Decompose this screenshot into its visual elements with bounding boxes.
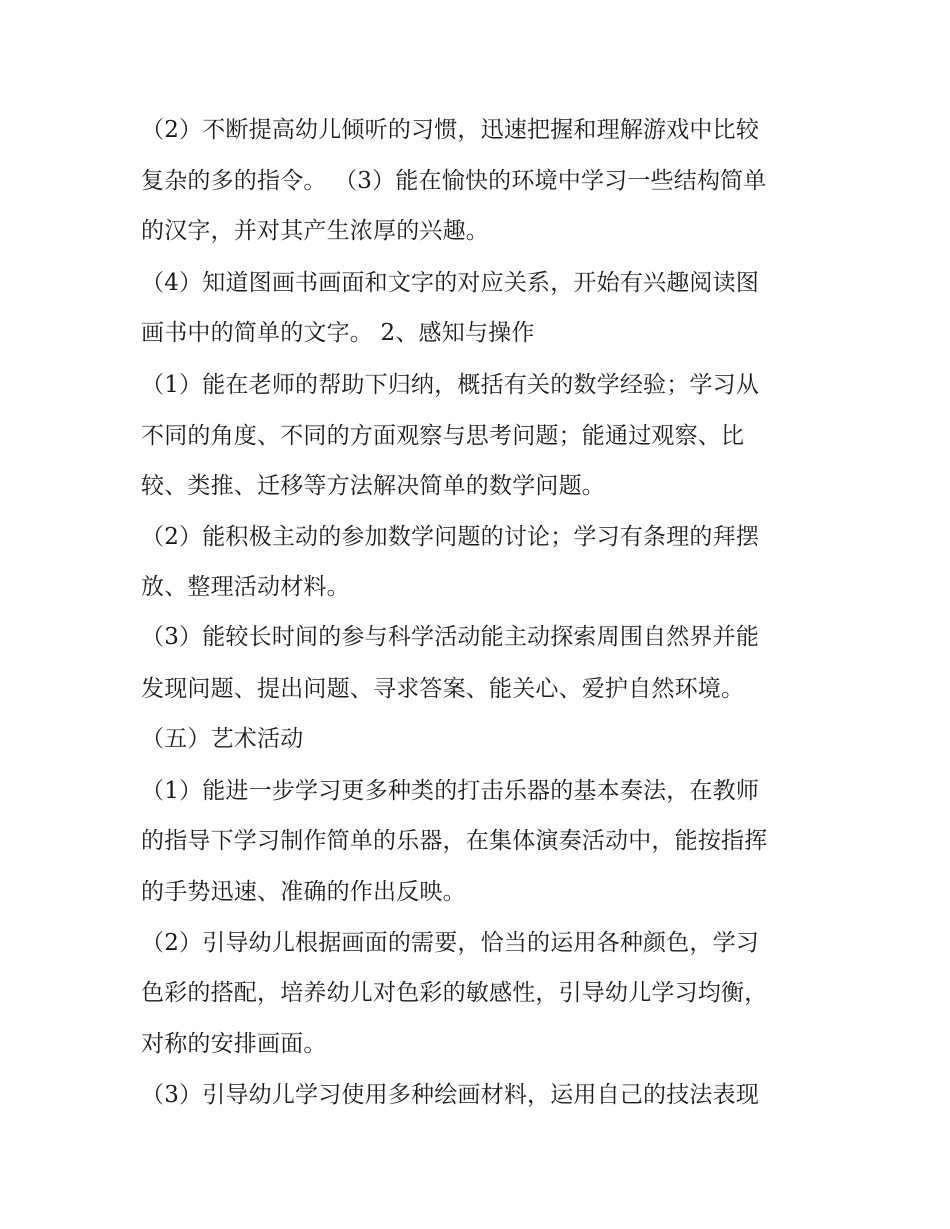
text-line-6: （1）能在老师的帮助下归纳，概括有关的数学经验；学习从 xyxy=(141,372,760,398)
text-line-18: 色彩的搭配，培养幼儿对色彩的敏感性，引导幼儿学习均衡， xyxy=(141,980,768,1006)
text-line-9: （2）能积极主动的参加数学问题的讨论；学习有条理的拜摆 xyxy=(141,524,760,550)
text-line-14: （1）能进一步学习更多种类的打击乐器的基本奏法，在教师 xyxy=(141,778,760,804)
text-line-16: 的手势迅速、准确的作出反映。 xyxy=(141,879,466,905)
text-line-1: （2）不断提高幼儿倾听的习惯，迅速把握和理解游戏中比较 xyxy=(141,117,760,143)
text-line-3: 的汉字，并对其产生浓厚的兴趣。 xyxy=(141,218,489,244)
text-line-19: 对称的安排画面。 xyxy=(141,1031,327,1057)
text-line-7: 不同的角度、不同的方面观察与思考问题；能通过观察、比 xyxy=(141,423,745,449)
text-line-10: 放、整理活动材料。 xyxy=(141,574,350,600)
text-line-12: 发现问题、提出问题、寻求答案、能关心、爱护自然环境。 xyxy=(141,676,745,702)
text-line-17: （2）引导幼儿根据画面的需要，恰当的运用各种颜色，学习 xyxy=(141,930,760,956)
text-line-2: 复杂的多的指令。 （3）能在愉快的环境中学习一些结构简单 xyxy=(141,168,767,194)
text-line-8: 较、类推、迁移等方法解决简单的数学问题。 xyxy=(141,473,605,499)
section-heading: （五）艺术活动 xyxy=(141,726,304,752)
text-line-4: （4）知道图画书画面和文字的对应关系，开始有兴趣阅读图 xyxy=(141,270,760,296)
text-line-5: 画书中的简单的文字。 2、感知与操作 xyxy=(141,320,535,346)
text-line-20: （3）引导幼儿学习使用多种绘画材料，运用自己的技法表现 xyxy=(141,1082,760,1108)
text-line-11: （3）能较长时间的参与科学活动能主动探索周围自然界并能 xyxy=(141,624,760,650)
text-line-15: 的指导下学习制作简单的乐器，在集体演奏活动中，能按指挥 xyxy=(141,828,768,854)
